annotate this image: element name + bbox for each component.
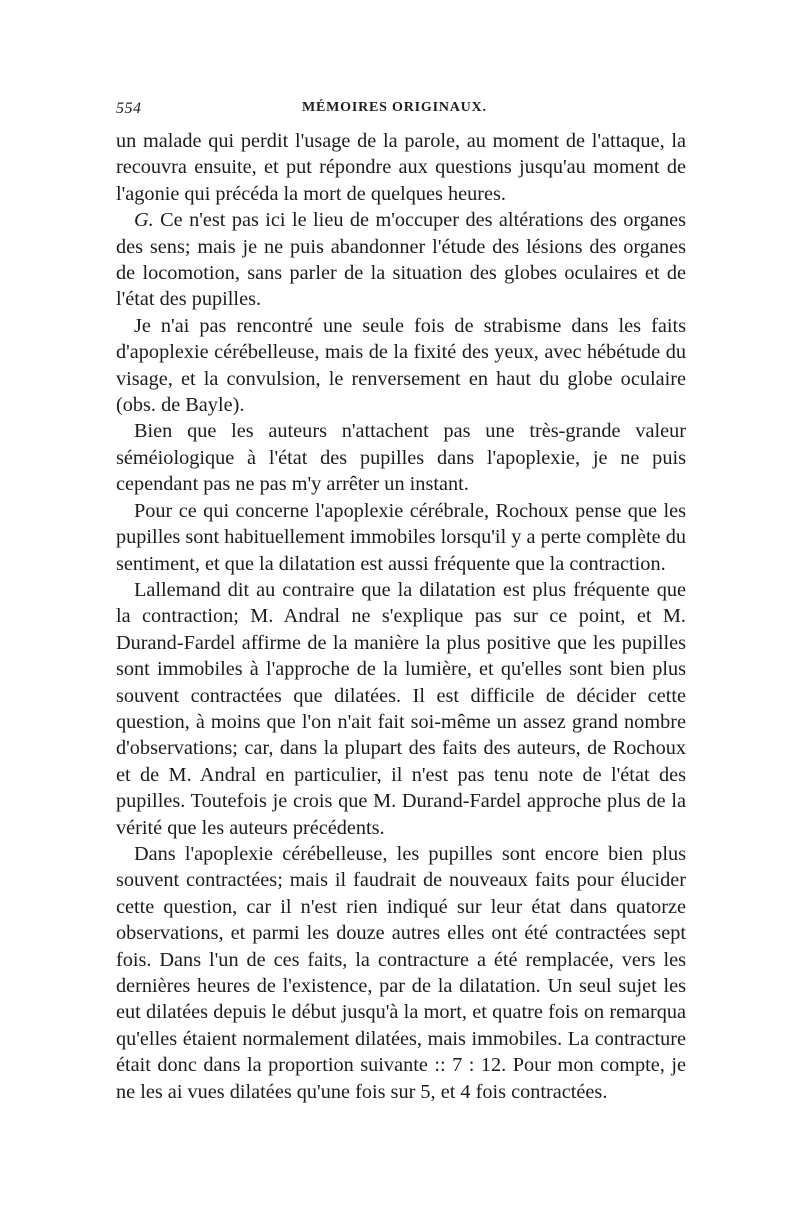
running-title: MÉMOIRES ORIGINAUX. — [302, 100, 487, 115]
paragraph-section-g — [116, 207, 686, 313]
section-label: G. — [134, 209, 154, 232]
paragraph-text: Pour ce qui concerne l'apoplexie cérébrale, Rochoux pense que les pupilles sont habituellement immobiles lorsqu'il y a perte complète du sentiment, et que la dilatation est aussi fréquente que la contraction. — [116, 499, 686, 575]
body-text — [116, 128, 686, 1105]
paragraph-text: Bien que les auteurs n'attachent pas une très-grande valeur séméiologique à l'état des pupilles dans l'apoplexie, je ne puis cependant pas ne pas m'y arrêter un instant. — [116, 420, 686, 496]
paragraph — [116, 418, 686, 497]
paragraph — [116, 577, 686, 841]
running-head — [116, 96, 686, 126]
paragraph-text: Ce n'est pas ici le lieu de m'occuper des altérations des organes des sens; mais je ne puis abandonner l'étude des lésions des organes de locomotion, sans parler de la situation des globes oculaires et de l'état des pupilles. — [116, 209, 686, 311]
paragraph-continuation — [116, 128, 686, 207]
paragraph — [116, 841, 686, 1105]
paragraph-text: un malade qui perdit l'usage de la parole, au moment de l'attaque, la recouvra ensuite, et put répondre aux questions jusqu'au moment de l'agonie qui précéda la mort de quelques heures. — [116, 130, 686, 205]
book-page — [116, 96, 686, 1105]
paragraph-text: Lallemand dit au contraire que la dilatation est plus fréquente que la contraction; M. Andral ne s'explique pas sur ce point, et M. Durand-Fardel affirme de la manière la plus positive que les pupilles sont immobiles à l'approche de la lumière, et qu'elles sont bien plus souvent contractées que dilatées. Il est difficile de décider cette question, à moins que l'on n'ait fait soi-même un assez grand nombre d'observations; car, dans la plupart des faits des auteurs, de Rochoux et de M. Andral en particulier, il n'est pas tenu note de l'état des pupilles. Toutefois je crois que M. Durand-Fardel approche plus de la vérité que les auteurs précédents. — [116, 578, 686, 839]
paragraph — [116, 313, 686, 419]
paragraph-text: Dans l'apoplexie cérébelleuse, les pupilles sont encore bien plus souvent contractées; mais il faudrait de nouveaux faits pour élucider cette question, car il n'est rien indiqué sur leur état dans quatorze observations, et parmi les douze autres elles ont été contractées sept fois. Dans l'un de ces faits, la contracture a été remplacée, vers les dernières heures de l'existence, par de la dilatation. Un seul sujet les eut dilatées depuis le début jusqu'à la mort, et quatre fois on remarqua qu'elles étaient normalement dilatées, mais immobiles. La contracture était donc dans la proportion suivante :: 7 : 12. Pour mon compte, je ne les ai vues dilatées qu'une fois sur 5, et 4 fois contractées. — [116, 842, 686, 1103]
page-number: 554 — [116, 100, 142, 117]
paragraph-text: Je n'ai pas rencontré une seule fois de strabisme dans les faits d'apoplexie cérébelleuse, mais de la fixité des yeux, avec hébétude du visage, et la convulsion, le renversement en haut du globe oculaire (obs. de Bayle). — [116, 314, 686, 417]
paragraph — [116, 498, 686, 577]
